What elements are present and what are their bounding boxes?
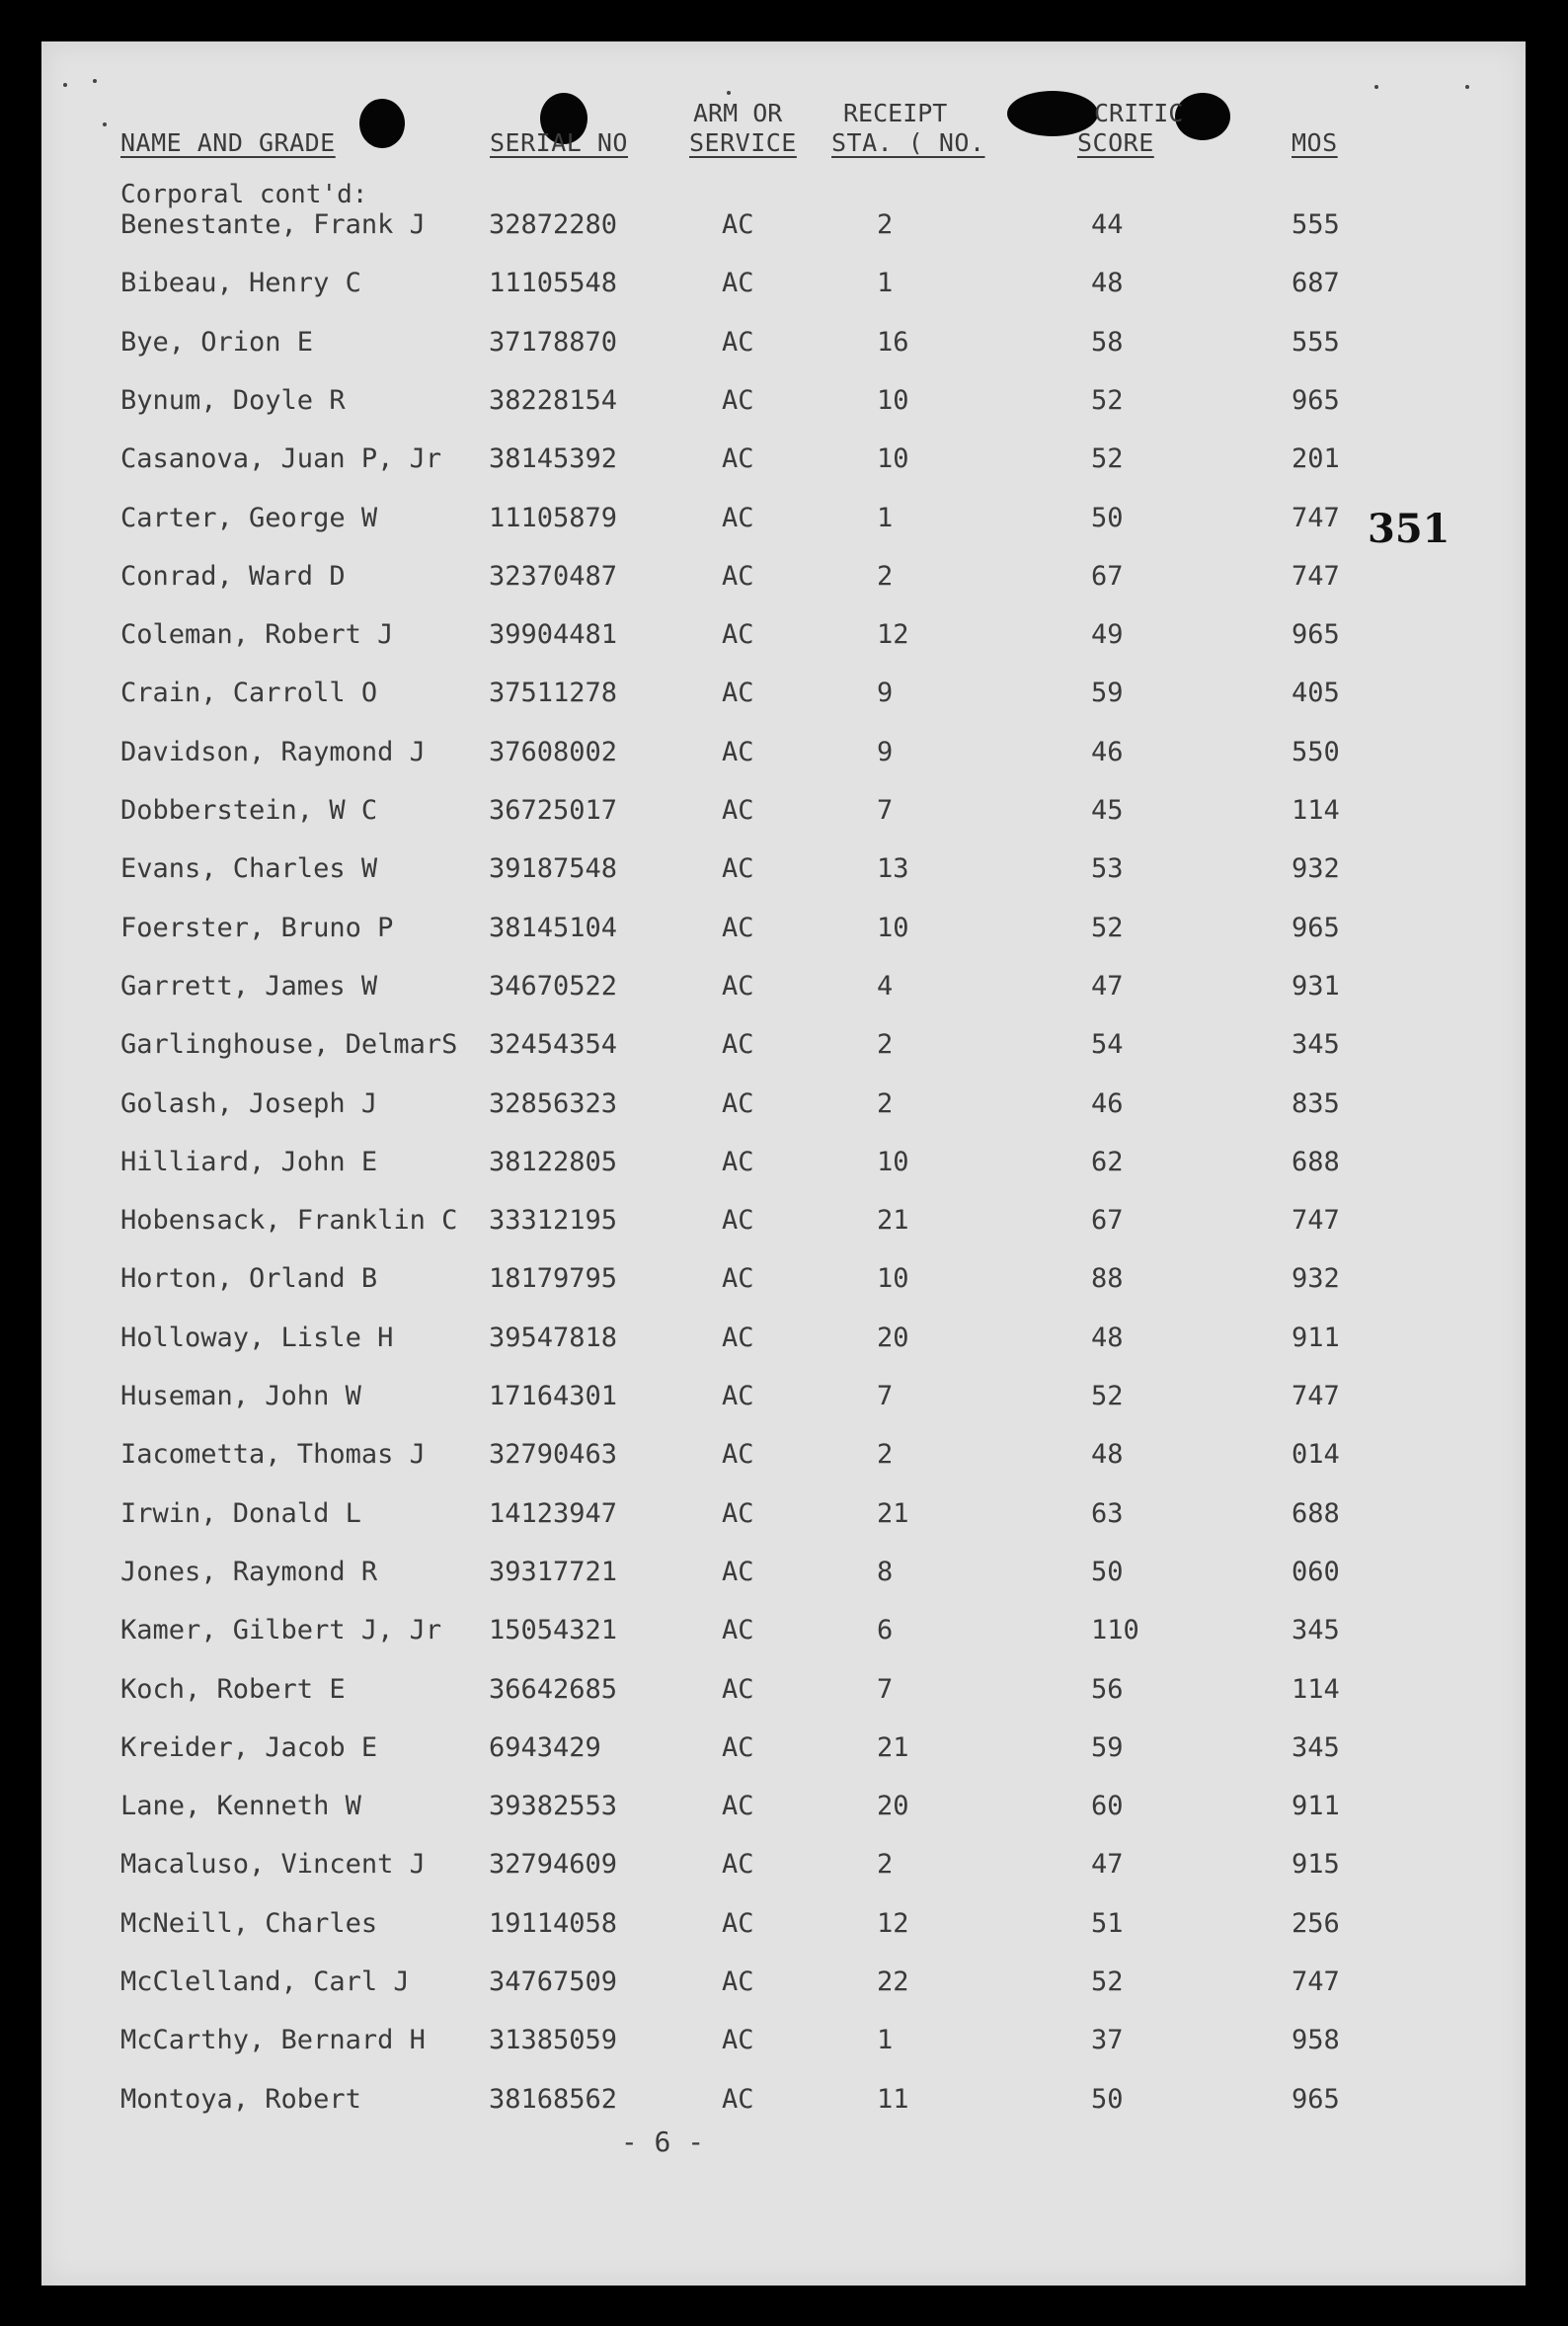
serial-cell: 32872280 bbox=[489, 209, 618, 240]
name-cell: Hilliard, John E bbox=[120, 1146, 378, 1177]
critical-score-cell: 52 bbox=[1091, 912, 1124, 943]
name-cell: McCarthy, Bernard H bbox=[120, 2025, 426, 2056]
name-cell: Bibeau, Henry C bbox=[120, 268, 361, 299]
name-cell: Carter, George W bbox=[120, 502, 378, 533]
name-cell: Horton, Orland B bbox=[120, 1263, 378, 1295]
name-cell: Bye, Orion E bbox=[120, 326, 314, 358]
serial-cell: 19114058 bbox=[489, 1907, 618, 1939]
table-row bbox=[41, 443, 1526, 483]
table-row bbox=[41, 268, 1526, 307]
critical-score-cell: 53 bbox=[1091, 853, 1124, 885]
serial-cell: 15054321 bbox=[489, 1615, 618, 1646]
arm-service-cell: AC bbox=[722, 1205, 754, 1237]
arm-service-cell: AC bbox=[722, 736, 754, 767]
table-row bbox=[41, 561, 1526, 601]
table-row bbox=[41, 1381, 1526, 1420]
receipt-station-cell: 9 bbox=[877, 736, 894, 767]
serial-cell: 37608002 bbox=[489, 736, 618, 767]
mos-cell: 014 bbox=[1292, 1439, 1340, 1471]
table-row bbox=[41, 853, 1526, 893]
page-number: - 6 - bbox=[620, 2125, 705, 2158]
mos-cell: 958 bbox=[1292, 2025, 1340, 2056]
header-serial-no: SERIAL NO bbox=[490, 128, 628, 157]
table-row bbox=[41, 1498, 1526, 1538]
table-row bbox=[41, 327, 1526, 366]
section-label: Corporal cont'd: bbox=[120, 180, 368, 209]
mos-cell: 965 bbox=[1292, 384, 1340, 416]
critical-score-cell: 58 bbox=[1091, 326, 1124, 358]
table-row bbox=[41, 2084, 1526, 2124]
receipt-station-cell: 20 bbox=[877, 1791, 909, 1822]
table-row bbox=[41, 795, 1526, 835]
serial-cell: 34767509 bbox=[489, 1966, 618, 1997]
receipt-station-cell: 4 bbox=[877, 970, 894, 1002]
table-row bbox=[41, 1323, 1526, 1362]
arm-service-cell: AC bbox=[722, 2025, 754, 2056]
receipt-station-cell: 12 bbox=[877, 619, 909, 651]
critical-score-cell: 50 bbox=[1091, 1556, 1124, 1587]
serial-cell: 38228154 bbox=[489, 384, 618, 416]
mos-cell: 932 bbox=[1292, 853, 1340, 885]
table-row bbox=[41, 1205, 1526, 1244]
critical-score-cell: 56 bbox=[1091, 1673, 1124, 1705]
serial-cell: 36725017 bbox=[489, 795, 618, 826]
name-cell: Kreider, Jacob E bbox=[120, 1731, 378, 1763]
table-row bbox=[41, 619, 1526, 659]
name-cell: Casanova, Juan P, Jr bbox=[120, 443, 442, 475]
mos-cell: 060 bbox=[1292, 1556, 1340, 1587]
receipt-station-cell: 10 bbox=[877, 1263, 909, 1295]
table-row bbox=[41, 503, 1526, 542]
mos-cell: 911 bbox=[1292, 1322, 1340, 1353]
arm-service-cell: AC bbox=[722, 1497, 754, 1529]
mos-cell: 555 bbox=[1292, 209, 1340, 240]
serial-cell: 37178870 bbox=[489, 326, 618, 358]
arm-service-cell: AC bbox=[722, 1731, 754, 1763]
mos-cell: 688 bbox=[1292, 1146, 1340, 1177]
critical-score-cell: 52 bbox=[1091, 1966, 1124, 1997]
critical-score-cell: 47 bbox=[1091, 1849, 1124, 1881]
name-cell: Davidson, Raymond J bbox=[120, 736, 426, 767]
mos-cell: 688 bbox=[1292, 1497, 1340, 1529]
mos-cell: 550 bbox=[1292, 736, 1340, 767]
critical-score-cell: 48 bbox=[1091, 1439, 1124, 1471]
arm-service-cell: AC bbox=[722, 1263, 754, 1295]
arm-service-cell: AC bbox=[722, 326, 754, 358]
mos-cell: 747 bbox=[1292, 1205, 1340, 1237]
name-cell: Foerster, Bruno P bbox=[120, 912, 394, 943]
arm-service-cell: AC bbox=[722, 970, 754, 1002]
name-cell: Koch, Robert E bbox=[120, 1673, 346, 1705]
mos-cell: 114 bbox=[1292, 795, 1340, 826]
speck bbox=[1374, 85, 1378, 89]
name-cell: Kamer, Gilbert J, Jr bbox=[120, 1615, 442, 1646]
name-cell: Benestante, Frank J bbox=[120, 209, 426, 240]
receipt-station-cell: 16 bbox=[877, 326, 909, 358]
mos-cell: 747 bbox=[1292, 560, 1340, 592]
name-cell: Lane, Kenneth W bbox=[120, 1791, 361, 1822]
mos-cell: 965 bbox=[1292, 2083, 1340, 2115]
serial-cell: 36642685 bbox=[489, 1673, 618, 1705]
name-cell: Crain, Carroll O bbox=[120, 678, 378, 709]
mos-cell: 747 bbox=[1292, 502, 1340, 533]
receipt-station-cell: 8 bbox=[877, 1556, 894, 1587]
arm-service-cell: AC bbox=[722, 384, 754, 416]
mos-cell: 345 bbox=[1292, 1731, 1340, 1763]
arm-service-cell: AC bbox=[722, 268, 754, 299]
receipt-station-cell: 1 bbox=[877, 268, 894, 299]
receipt-station-cell: 21 bbox=[877, 1497, 909, 1529]
name-cell: Macaluso, Vincent J bbox=[120, 1849, 426, 1881]
name-cell: Holloway, Lisle H bbox=[120, 1322, 394, 1353]
speck bbox=[1465, 85, 1469, 89]
name-cell: McClelland, Carl J bbox=[120, 1966, 410, 1997]
arm-service-cell: AC bbox=[722, 795, 754, 826]
critical-score-cell: 59 bbox=[1091, 1731, 1124, 1763]
receipt-station-cell: 7 bbox=[877, 1381, 894, 1411]
serial-cell: 32856323 bbox=[489, 1087, 618, 1119]
arm-service-cell: AC bbox=[722, 1029, 754, 1061]
arm-service-cell: AC bbox=[722, 209, 754, 240]
table-row bbox=[41, 971, 1526, 1010]
serial-cell: 37511278 bbox=[489, 678, 618, 709]
serial-cell: 32370487 bbox=[489, 560, 618, 592]
header-name-grade: NAME AND GRADE bbox=[120, 128, 336, 157]
critical-score-cell: 45 bbox=[1091, 795, 1124, 826]
serial-cell: 38168562 bbox=[489, 2083, 618, 2115]
arm-service-cell: AC bbox=[722, 1556, 754, 1587]
arm-service-cell: AC bbox=[722, 1849, 754, 1881]
arm-service-cell: AC bbox=[722, 502, 754, 533]
speck bbox=[103, 122, 107, 126]
arm-service-cell: AC bbox=[722, 443, 754, 475]
serial-cell: 34670522 bbox=[489, 970, 618, 1002]
speck bbox=[93, 79, 97, 83]
name-cell: Hobensack, Franklin C bbox=[120, 1205, 458, 1237]
critical-score-cell: 67 bbox=[1091, 1205, 1124, 1237]
name-cell: Jones, Raymond R bbox=[120, 1556, 378, 1587]
critical-score-cell: 52 bbox=[1091, 443, 1124, 475]
speck bbox=[727, 91, 731, 95]
name-cell: Garlinghouse, DelmarS bbox=[120, 1029, 458, 1061]
arm-service-cell: AC bbox=[722, 619, 754, 651]
mos-cell: 965 bbox=[1292, 619, 1340, 651]
table-row bbox=[41, 385, 1526, 425]
receipt-station-cell: 2 bbox=[877, 1029, 894, 1061]
critical-score-cell: 54 bbox=[1091, 1029, 1124, 1061]
mos-cell: 345 bbox=[1292, 1029, 1340, 1061]
receipt-station-cell: 6 bbox=[877, 1615, 894, 1646]
mos-cell: 747 bbox=[1292, 1966, 1340, 1997]
serial-cell: 38145104 bbox=[489, 912, 618, 943]
critical-score-cell: 60 bbox=[1091, 1791, 1124, 1822]
table-row bbox=[41, 2025, 1526, 2064]
receipt-station-cell: 20 bbox=[877, 1322, 909, 1353]
critical-score-cell: 47 bbox=[1091, 970, 1124, 1002]
serial-cell: 39547818 bbox=[489, 1322, 618, 1353]
receipt-station-cell: 10 bbox=[877, 912, 909, 943]
critical-score-cell: 49 bbox=[1091, 619, 1124, 651]
serial-cell: 32790463 bbox=[489, 1439, 618, 1471]
critical-score-cell: 110 bbox=[1091, 1615, 1139, 1646]
critical-score-cell: 59 bbox=[1091, 678, 1124, 709]
receipt-station-cell: 7 bbox=[877, 1673, 894, 1705]
mos-cell: 835 bbox=[1292, 1087, 1340, 1119]
header-arm-top: ARM OR bbox=[693, 99, 783, 127]
header-arm-service: SERVICE bbox=[689, 128, 797, 157]
name-cell: Irwin, Donald L bbox=[120, 1497, 361, 1529]
receipt-station-cell: 12 bbox=[877, 1907, 909, 1939]
speck bbox=[63, 83, 67, 87]
arm-service-cell: AC bbox=[722, 678, 754, 709]
mos-cell: 114 bbox=[1292, 1673, 1340, 1705]
arm-service-cell: AC bbox=[722, 1146, 754, 1177]
arm-service-cell: AC bbox=[722, 1907, 754, 1939]
serial-cell: 11105548 bbox=[489, 268, 618, 299]
table-row bbox=[41, 1439, 1526, 1479]
table-row bbox=[41, 1263, 1526, 1303]
punch-hole-1 bbox=[359, 99, 405, 148]
name-cell: Conrad, Ward D bbox=[120, 560, 346, 592]
receipt-station-cell: 22 bbox=[877, 1966, 909, 1997]
arm-service-cell: AC bbox=[722, 1381, 754, 1411]
receipt-station-cell: 1 bbox=[877, 2025, 894, 2056]
mos-cell: 201 bbox=[1292, 443, 1340, 475]
table-row bbox=[41, 678, 1526, 717]
table-row bbox=[41, 737, 1526, 776]
arm-service-cell: AC bbox=[722, 1791, 754, 1822]
serial-cell: 17164301 bbox=[489, 1381, 618, 1411]
document-page bbox=[41, 41, 1526, 2286]
arm-service-cell: AC bbox=[722, 1087, 754, 1119]
table-row bbox=[41, 1849, 1526, 1888]
name-cell: Golash, Joseph J bbox=[120, 1087, 378, 1119]
arm-service-cell: AC bbox=[722, 1439, 754, 1471]
mos-cell: 345 bbox=[1292, 1615, 1340, 1646]
mos-cell: 965 bbox=[1292, 912, 1340, 943]
receipt-station-cell: 21 bbox=[877, 1731, 909, 1763]
critical-score-cell: 44 bbox=[1091, 209, 1124, 240]
name-cell: Montoya, Robert bbox=[120, 2083, 361, 2115]
critical-score-cell: 48 bbox=[1091, 268, 1124, 299]
critical-score-cell: 48 bbox=[1091, 1322, 1124, 1353]
critical-score-cell: 63 bbox=[1091, 1497, 1124, 1529]
arm-service-cell: AC bbox=[722, 560, 754, 592]
critical-score-cell: 51 bbox=[1091, 1907, 1124, 1939]
mos-cell: 687 bbox=[1292, 268, 1340, 299]
name-cell: Evans, Charles W bbox=[120, 853, 378, 885]
name-cell: Dobberstein, W C bbox=[120, 795, 378, 826]
receipt-station-cell: 7 bbox=[877, 795, 894, 826]
serial-cell: 31385059 bbox=[489, 2025, 618, 2056]
mos-cell: 911 bbox=[1292, 1791, 1340, 1822]
serial-cell: 39187548 bbox=[489, 853, 618, 885]
header-receipt-station: STA. ( NO. bbox=[831, 128, 985, 157]
receipt-station-cell: 2 bbox=[877, 1439, 894, 1471]
arm-service-cell: AC bbox=[722, 2083, 754, 2115]
receipt-station-cell: 9 bbox=[877, 678, 894, 709]
mos-cell: 405 bbox=[1292, 678, 1340, 709]
name-cell: Coleman, Robert J bbox=[120, 619, 394, 651]
critical-score-cell: 62 bbox=[1091, 1146, 1124, 1177]
critical-score-cell: 46 bbox=[1091, 736, 1124, 767]
table-row bbox=[41, 1674, 1526, 1714]
arm-service-cell: AC bbox=[722, 1615, 754, 1646]
serial-cell: 39904481 bbox=[489, 619, 618, 651]
critical-score-cell: 52 bbox=[1091, 384, 1124, 416]
critical-score-cell: 88 bbox=[1091, 1263, 1124, 1295]
receipt-station-cell: 2 bbox=[877, 1087, 894, 1119]
header-critical-score: SCORE bbox=[1077, 128, 1154, 157]
critical-score-cell: 67 bbox=[1091, 560, 1124, 592]
table-row bbox=[41, 209, 1526, 249]
mos-cell: 747 bbox=[1292, 1381, 1340, 1411]
serial-cell: 14123947 bbox=[489, 1497, 618, 1529]
mos-cell: 256 bbox=[1292, 1907, 1340, 1939]
name-cell: Iacometta, Thomas J bbox=[120, 1439, 426, 1471]
name-cell: Huseman, John W bbox=[120, 1381, 361, 1411]
table-row bbox=[41, 1147, 1526, 1186]
mos-cell: 931 bbox=[1292, 970, 1340, 1002]
serial-cell: 18179795 bbox=[489, 1263, 618, 1295]
receipt-station-cell: 10 bbox=[877, 384, 909, 416]
mos-cell: 915 bbox=[1292, 1849, 1340, 1881]
receipt-station-cell: 11 bbox=[877, 2083, 909, 2115]
serial-cell: 38122805 bbox=[489, 1146, 618, 1177]
receipt-station-cell: 10 bbox=[877, 443, 909, 475]
table-row bbox=[41, 913, 1526, 952]
arm-service-cell: AC bbox=[722, 853, 754, 885]
serial-cell: 6943429 bbox=[489, 1731, 601, 1763]
stamp-number: 351 bbox=[1368, 506, 1450, 552]
receipt-station-cell: 2 bbox=[877, 1849, 894, 1881]
table-row bbox=[41, 1791, 1526, 1830]
header-mos: MOS bbox=[1292, 128, 1338, 157]
receipt-station-cell: 10 bbox=[877, 1146, 909, 1177]
table-row bbox=[41, 1029, 1526, 1069]
header-receipt-top: RECEIPT bbox=[843, 99, 948, 127]
serial-cell: 32794609 bbox=[489, 1849, 618, 1881]
critical-score-cell: 37 bbox=[1091, 2025, 1124, 2056]
receipt-station-cell: 2 bbox=[877, 560, 894, 592]
receipt-station-cell: 1 bbox=[877, 502, 894, 533]
critical-score-cell: 50 bbox=[1091, 2083, 1124, 2115]
arm-service-cell: AC bbox=[722, 1966, 754, 1997]
critical-score-cell: 46 bbox=[1091, 1087, 1124, 1119]
punch-hole-4 bbox=[1175, 93, 1230, 140]
receipt-station-cell: 21 bbox=[877, 1205, 909, 1237]
receipt-station-cell: 13 bbox=[877, 853, 909, 885]
table-row bbox=[41, 1615, 1526, 1654]
name-cell: Garrett, James W bbox=[120, 970, 378, 1002]
serial-cell: 32454354 bbox=[489, 1029, 618, 1061]
name-cell: McNeill, Charles bbox=[120, 1907, 378, 1939]
mos-cell: 932 bbox=[1292, 1263, 1340, 1295]
serial-cell: 39382553 bbox=[489, 1791, 618, 1822]
name-cell: Bynum, Doyle R bbox=[120, 384, 346, 416]
table-row bbox=[41, 1088, 1526, 1128]
serial-cell: 33312195 bbox=[489, 1205, 618, 1237]
arm-service-cell: AC bbox=[722, 1673, 754, 1705]
table-row bbox=[41, 1966, 1526, 2006]
critical-score-cell: 52 bbox=[1091, 1381, 1124, 1411]
arm-service-cell: AC bbox=[722, 1322, 754, 1353]
serial-cell: 11105879 bbox=[489, 502, 618, 533]
table-row bbox=[41, 1732, 1526, 1772]
critical-score-cell: 50 bbox=[1091, 502, 1124, 533]
header-critical-top: CRITIC bbox=[1094, 99, 1184, 127]
table-row bbox=[41, 1557, 1526, 1596]
receipt-station-cell: 2 bbox=[877, 209, 894, 240]
serial-cell: 39317721 bbox=[489, 1556, 618, 1587]
serial-cell: 38145392 bbox=[489, 443, 618, 475]
arm-service-cell: AC bbox=[722, 912, 754, 943]
table-row bbox=[41, 1908, 1526, 1948]
mos-cell: 555 bbox=[1292, 326, 1340, 358]
